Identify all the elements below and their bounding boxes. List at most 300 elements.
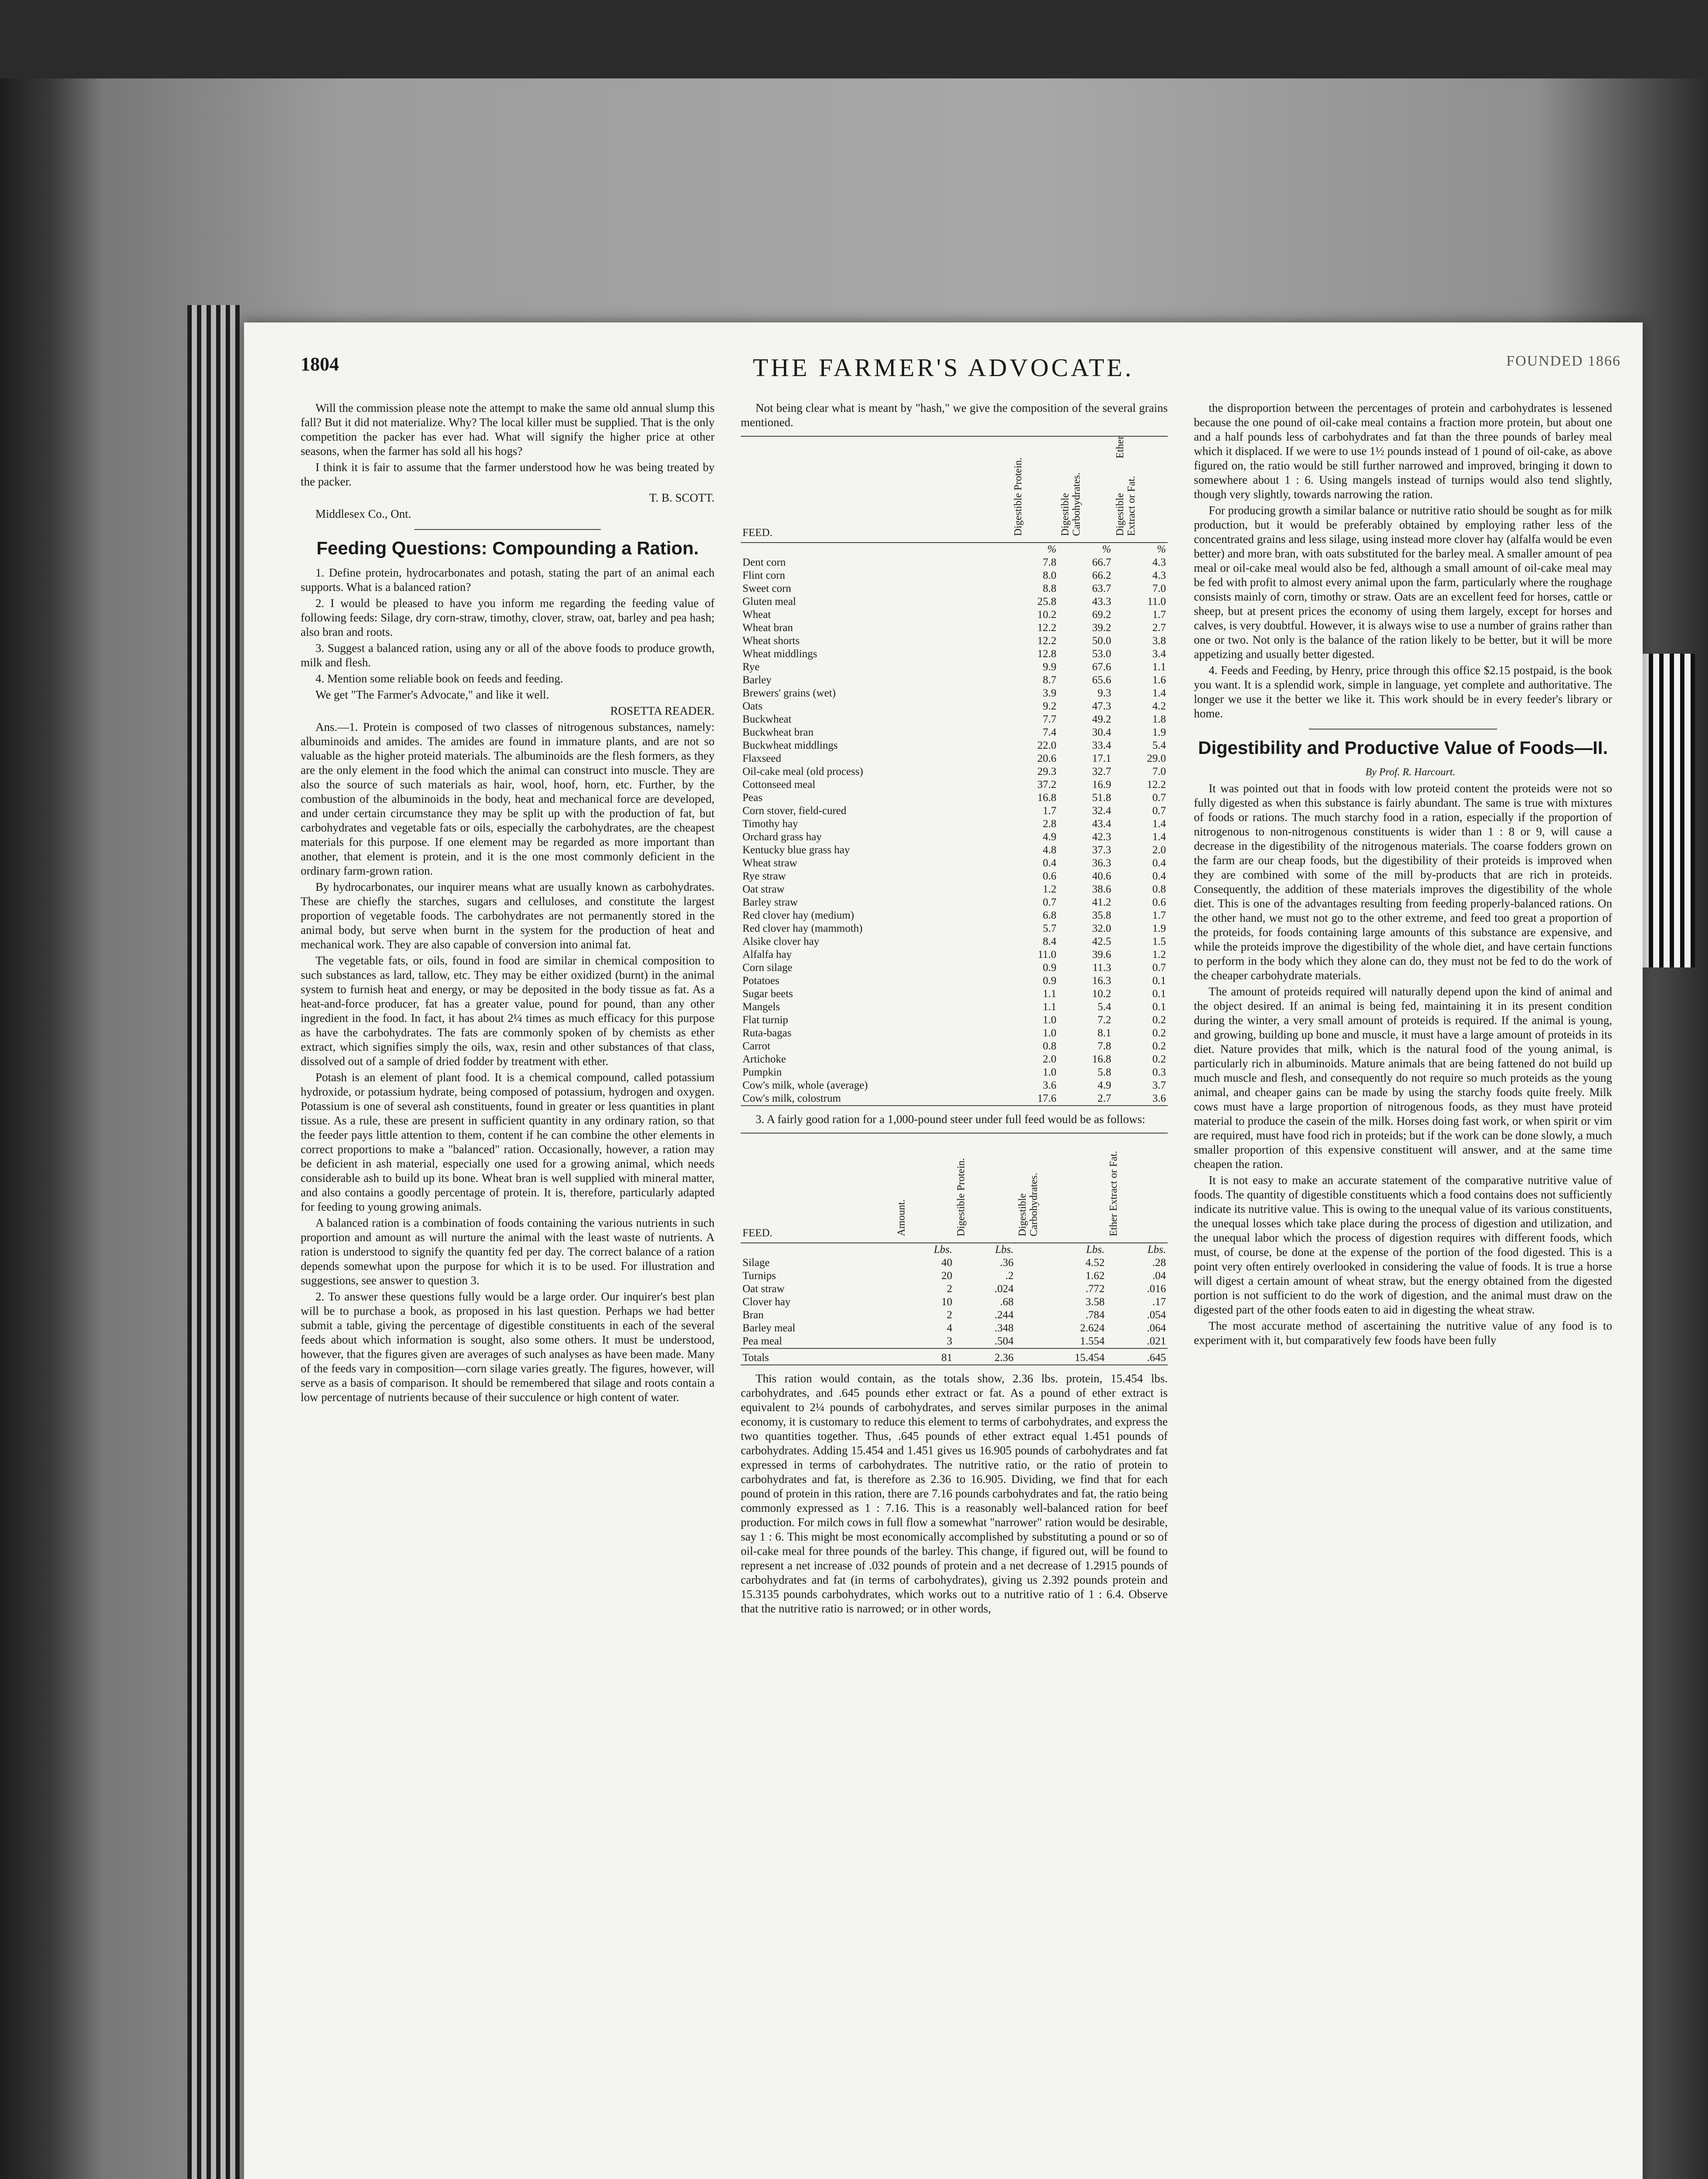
scan-top-shadow [0,0,1708,78]
table-header-cell [741,1133,894,1243]
feed-name-cell: Corn silage [742,962,793,974]
table-unit-cell: Lbs. [934,1244,952,1256]
questions-signature: ROSETTA READER. [610,704,715,717]
article-heading: Digestibility and Productive Value of Foods—II. [1198,737,1608,758]
value-cell: 2.0 [1043,1053,1057,1065]
value-cell: 37.3 [1092,844,1112,856]
value-cell: 1.554 [1080,1335,1105,1347]
value-cell: 0.1 [1152,975,1166,987]
totals-row [741,1348,1168,1365]
table-unit-cell: Lbs. [1086,1244,1105,1256]
feed-name-cell: Mangels [742,1001,780,1013]
letter-paragraph: Will the commission please note the attempt to make the same old annual slump this fall? But it did not materialize. Why? The local killer must be supplied. That is the only competition the packer has ever had. What will signify the higher price at other seasons, when the farmer has sold all his hogs? [301,401,715,458]
value-cell: 66.7 [1092,557,1112,568]
continued-paragraph: the disproportion between the percentages of protein and carbohydrates is lessened because the one pound of oil-cake meal contains a fraction more protein, but about one and a half pounds less of carbohydrates and fat than the three pounds of barley meal which it displaced. If we were to use 1½ pounds instead of 1 pound of oil-cake, as above figured on, the ratio would be still further narrowed and improved, bringing it down to somewhere about 1 : 6. Using mangels instead of turnips would also tend slightly, though very slightly, towards narrowing the ration. [1194,401,1612,501]
feed-name-cell: Flat turnip [742,1014,788,1026]
value-cell: .021 [1147,1335,1166,1347]
value-cell: 0.1 [1152,1001,1166,1013]
feed-name-cell: Wheat bran [742,622,793,634]
article-paragraph: The most accurate method of ascertaining the nutritive value of any food is to experiment with it, but comparatively few foods have been fully [1194,1319,1612,1347]
table-header-cell [894,1133,954,1243]
table-row [741,1322,1168,1335]
value-cell: 1.1 [1043,988,1057,1000]
table-header-label: FEED. [742,1227,773,1239]
feed-name-cell: Pumpkin [742,1066,782,1078]
feed-name-cell: Oats [742,700,762,712]
feed-name-cell: Oil-cake meal (old process) [742,766,863,777]
value-cell: 32.7 [1092,766,1112,777]
value-cell: .36 [1000,1257,1014,1269]
answer-paragraph: 2. To answer these questions fully would be a large order. Our inquirer's best plan will be to purchase a book, as proposed in his last question. Perhaps we had better submit a table, giving the percentage of digestible constituents in each of the several feeds about which information is sought, also some others. It must be understood, however, that the figures given are averages of such analyses as have been made. Many of the feeds vary in composition—corn silage varies greatly. The figures, however, will serve as a basis of comparison. It should be remembered that silage and roots contain a low percentage of nutrients because of their succulence or high content of water. [301,1290,715,1404]
value-cell: 6.8 [1043,910,1057,921]
table-header-label: Amount. [896,1199,908,1236]
table-header-label: Digestible Protein. [1012,458,1024,536]
value-cell: 2.8 [1043,818,1057,830]
table-row [741,1014,1168,1027]
value-cell: 4.2 [1152,700,1166,712]
value-cell: 65.6 [1092,674,1112,686]
value-cell: 0.3 [1152,1066,1166,1078]
value-cell: 7.4 [1043,726,1057,738]
table-row [741,661,1168,674]
value-cell: 53.0 [1092,648,1112,660]
value-cell: 66.2 [1092,570,1112,581]
value-cell: 43.4 [1092,818,1112,830]
table-row [741,870,1168,883]
value-cell: 4.3 [1152,557,1166,568]
table-row [741,726,1168,739]
value-cell: 0.2 [1152,1014,1166,1026]
column-3 [1194,401,1612,1349]
value-cell: .024 [994,1283,1014,1295]
table-row [741,961,1168,974]
total-cell: Totals [741,1348,894,1365]
value-cell: .2 [1005,1270,1014,1282]
table-row [741,1283,1168,1296]
table-header-cell [741,436,1011,543]
value-cell: 2.7 [1097,1093,1112,1104]
value-cell: 50.0 [1092,635,1112,647]
column-2 [741,401,1168,1618]
value-cell: 1.0 [1043,1014,1057,1026]
value-cell: 1.7 [1043,805,1057,817]
value-cell: 4.3 [1152,570,1166,581]
value-cell: 20 [941,1270,952,1282]
total-cell: 2.36 [954,1348,1015,1365]
value-cell: 8.0 [1043,570,1057,581]
value-cell: 38.6 [1092,883,1112,895]
value-cell: 8.7 [1043,674,1057,686]
article-paragraph: It was pointed out that in foods with low proteid content the proteids were not so fully digested as when this substance is fairly abundant. The same is true with mixtures of foods or rations. The much starchy food in a ration, especially if the proportion of nitrogenous to non-nitrogenous constituents is wider than 1 : 8 or 9, will cause a decrease in the digestibility of the nitrogenous materials. The coarse fodders grown on the farm are our cheap foods, but the digestibility of their proteids is improved when they are combined with some of the mill by-products that are rich in proteids. Consequently, the addition of these materials improves the digestibility of the whole diet. This is one of the advantages resulting from feeding properly-balanced rations. On the other hand, we must not go to the other extreme, and feed too great a proportion of the proteids, for foods containing large amounts of this substance are expensive, and while the proteids improve the digestibility of the whole diet, and have certain functions to perform in the body which they alone can do, they must not be fed to do the work of the cheaper carbohydrate materials. [1194,782,1612,982]
table-row [741,857,1168,870]
value-cell: 20.6 [1037,753,1057,764]
value-cell: 7.2 [1097,1014,1112,1026]
value-cell: 67.6 [1092,661,1112,673]
feed-name-cell: Oat straw [742,883,785,895]
feed-name-cell: Timothy hay [742,818,798,830]
table-row [741,909,1168,922]
value-cell: 12.2 [1037,635,1057,647]
value-cell: 7.0 [1152,766,1166,777]
value-cell: 1.6 [1152,674,1166,686]
value-cell: 2 [946,1309,952,1321]
answer-paragraph: A balanced ration is a combination of foods containing the various nutrients in such proportion and amount as will nurture the animal with the least waste of nutrients. A ration is understood to signify the quantity fed per day. The correct balance of a ration depends somewhat upon the purpose for which it is to be used. For illustration and suggestions, see answer to question 3. [301,1216,715,1287]
table-row [741,674,1168,687]
feed-name-cell: Turnips [742,1270,776,1282]
value-cell: 12.2 [1147,779,1166,791]
value-cell: .68 [1000,1296,1014,1308]
table-row [741,1296,1168,1309]
value-cell: 17.1 [1092,753,1112,764]
table-header-cell [1106,1133,1168,1243]
question-paragraph: 2. I would be pleased to have you inform me regarding the feeding value of following feeds: Silage, dry corn-straw, timothy, clover, straw, oat, barley and pea hash; also bran and roots. [301,597,715,638]
table-row [741,1053,1168,1066]
table-row [741,752,1168,765]
value-cell: .28 [1152,1257,1166,1269]
value-cell: 3.9 [1043,687,1057,699]
value-cell: .04 [1152,1270,1166,1282]
feed-name-cell: Barley meal [742,1322,796,1334]
value-cell: 10.2 [1092,988,1112,1000]
value-cell: 9.3 [1097,687,1112,699]
table-row [741,739,1168,752]
value-cell: 0.7 [1152,805,1166,817]
feed-composition-table [741,436,1168,1106]
value-cell: 17.6 [1037,1093,1057,1104]
question-paragraph: 4. Mention some reliable book on feeds and feeding. [315,672,563,685]
value-cell: 22.0 [1037,740,1057,751]
value-cell: 25.8 [1037,596,1057,608]
continued-paragraph: For producing growth a similar balance or nutritive ratio should be sought as for milk production, but it would be preferably obtained by employing rather less of the concentrated grains and less silage, using instead more clover hay (alfalfa would be even better) and more bran, with oats substituted for the barley meal. A smaller amount of pea meal or oil-cake meal would also be fed, although a small amount of oil-cake meal may be fed with profit to almost every animal upon the farm, particularly where the roughage consists mainly of corn, timothy or straw. Oats are an excellent feed for horses, cattle or sheep, but at present prices the economy of using them largely, except for horses and calves, is very doubtful. However, it is always wise to use a number of grains rather than one or two. Not only is the balance of the ration likely to be better, but it will be more appetizing and usually better digested. [1194,504,1612,661]
value-cell: 5.4 [1152,740,1166,751]
value-cell: 11.0 [1147,596,1166,608]
value-cell: 32.4 [1092,805,1112,817]
feed-name-cell: Dent corn [742,557,786,568]
continued-paragraph: 4. Feeds and Feeding, by Henry, price through this office $2.15 postpaid, is the book you want. It is a splendid work, simple in language, yet complete and authoritative. The longer we use it the better we like it. This work should be in every feeder's library or home. [1194,664,1612,720]
table-header-label: Ether Extract or Fat. [1108,1151,1120,1236]
feed-name-cell: Barley [742,674,772,686]
value-cell: 5.8 [1097,1066,1112,1078]
feed-name-cell: Sugar beets [742,988,793,1000]
table-row [741,1001,1168,1014]
value-cell: 30.4 [1092,726,1112,738]
table-row [741,831,1168,844]
article-paragraph: It is not easy to make an accurate statement of the comparative nutritive value of foods. The quantity of digestible constituents which a food contains does not sufficiently indicate its nutritive value. This is owing to the unequal value of its various constituents, the unequal losses which take place during the process of digestion and utilization, and the unequal labor which the process of digestion requires with different foods, which must, of course, be done at the expense of the portion of the food digested. This is a point very often entirely overlooked in considering the value of foods. It is true a horse will digest a certain amount of wheat straw, but the energy obtained from the digested portion is not sufficient to do the work of digestion, and the animal must draw on the digested part of the other foods eaten to aid in digesting the wheat straw. [1194,1174,1612,1316]
value-cell: 29.0 [1147,753,1166,764]
value-cell: 11.0 [1037,949,1057,961]
value-cell: 1.2 [1152,949,1166,961]
value-cell: .064 [1147,1322,1166,1334]
value-cell: 33.4 [1092,740,1112,751]
feed-name-cell: Rye straw [742,870,786,882]
value-cell: 11.3 [1092,962,1112,974]
answer-paragraph: Potash is an element of plant food. It is a chemical compound, called potassium hydroxide, or potassium hydrate, being composed of potassium, hydrogen and oxygen. Potassium is one of several ash constituents, found in greater or less quantities in plant tissue. As a rule, these are present in sufficient quantity in any ordinary ration, so that the feeder pays little attention to them, content if he can combine the other elements in correct proportions to make a "balanced" ration. Occasionally, however, a ration may be deficient in ash material, especially one used for a growing animal, which needs considerable ash to build up its bone. Wheat bran is well supplied with mineral matter, and also contains a goodly percentage of protein. It is, therefore, particularly adapted for feeding to young growing animals. [301,1071,715,1213]
table-row [741,791,1168,804]
table-row [741,883,1168,896]
feed-name-cell: Silage [742,1257,770,1269]
value-cell: 0.4 [1152,857,1166,869]
table-row [741,556,1168,569]
value-cell: 10.2 [1037,609,1057,621]
value-cell: 2.7 [1152,622,1166,634]
value-cell: 1.1 [1043,1001,1057,1013]
table-header-label: FEED. [742,527,773,539]
value-cell: 1.2 [1043,883,1057,895]
table-unit-cell [741,1243,894,1256]
value-cell: .016 [1147,1283,1166,1295]
feed-name-cell: Pea meal [742,1335,782,1347]
feed-name-cell: Clover hay [742,1296,791,1308]
value-cell: 0.7 [1152,962,1166,974]
value-cell: 0.2 [1152,1040,1166,1052]
table-row [741,948,1168,961]
table-header-label: Digestible Carbohydrates. [1017,1173,1040,1236]
film-edge-marks-top [1643,654,1695,967]
feed-name-cell: Peas [742,792,762,804]
table-row [741,1335,1168,1348]
feed-name-cell: Brewers' grains (wet) [742,687,836,699]
value-cell: 0.6 [1152,896,1166,908]
value-cell: 16.8 [1092,1053,1112,1065]
value-cell: 47.3 [1092,700,1112,712]
byline: By Prof. R. Harcourt. [1365,767,1456,778]
page-number: 1804 [301,353,339,375]
value-cell: 0.2 [1152,1053,1166,1065]
value-cell: 1.8 [1152,713,1166,725]
table-header-cell [1058,436,1113,543]
value-cell: .784 [1085,1309,1105,1321]
value-cell: 3.6 [1043,1079,1057,1091]
table-row [741,804,1168,818]
feed-name-cell: Buckwheat middlings [742,740,838,751]
value-cell: 4.9 [1097,1079,1112,1091]
value-cell: 7.0 [1152,583,1166,594]
feed-name-cell: Bran [742,1309,764,1321]
feed-name-cell: Cow's milk, colostrum [742,1093,841,1104]
value-cell: 39.2 [1092,622,1112,634]
value-cell: 1.4 [1152,831,1166,843]
feed-name-cell: Alfalfa hay [742,949,792,961]
table-row [741,713,1168,726]
book-binding-edge [187,305,240,2179]
value-cell: 1.4 [1152,818,1166,830]
value-cell: .348 [994,1322,1014,1334]
table-header-label: Digestible Carbohydrates. [1060,472,1083,536]
value-cell: 3.7 [1152,1079,1166,1091]
intro-paragraph: Not being clear what is meant by "hash," we give the composition of the several grains mentioned. [741,401,1168,429]
total-cell: .645 [1106,1348,1168,1365]
feed-name-cell: Barley straw [742,896,798,908]
feed-name-cell: Buckwheat [742,713,792,725]
feed-name-cell: Wheat shorts [742,635,800,647]
ration-intro: 3. A fairly good ration for a 1,000-pound steer under full feed would be as follows: [756,1113,1145,1126]
table-row [741,582,1168,595]
value-cell: 1.7 [1152,609,1166,621]
value-cell: 1.7 [1152,910,1166,921]
table-row [741,635,1168,648]
table-row [741,844,1168,857]
value-cell: 1.0 [1043,1066,1057,1078]
question-paragraph: 3. Suggest a balanced ration, using any or all of the above foods to produce growth, milk and flesh. [301,641,715,669]
table-row [741,621,1168,635]
table-row [741,896,1168,909]
value-cell: 0.8 [1152,883,1166,895]
value-cell: 7.7 [1043,713,1057,725]
value-cell: 3.4 [1152,648,1166,660]
value-cell: 3.58 [1085,1296,1105,1308]
letter-signature: T. B. SCOTT. [649,491,715,504]
question-paragraph: 1. Define protein, hydrocarbonates and potash, stating the part of an animal each supports. What is a balanced ration? [301,566,715,594]
value-cell: 0.6 [1043,870,1057,882]
table-row [741,595,1168,608]
value-cell: 4.8 [1043,844,1057,856]
table-row [741,687,1168,700]
value-cell: 37.2 [1037,779,1057,791]
value-cell: 1.1 [1152,661,1166,673]
value-cell: 40.6 [1092,870,1112,882]
value-cell: 5.4 [1097,1001,1112,1013]
value-cell: 0.1 [1152,988,1166,1000]
value-cell: 8.4 [1043,936,1057,947]
value-cell: 39.6 [1092,949,1112,961]
answer-paragraph: By hydrocarbonates, our inquirer means what are usually known as carbohydrates. These are chiefly the starches, sugars and celluloses, and constitute the largest proportion of vegetable foods. The carbohydrates are not permanently stored in the animal body, but serve when burnt in the system for the production of heat and mechanical work. They are also capable of conversion into animal fat. [301,880,715,951]
feed-name-cell: Red clover hay (medium) [742,910,854,921]
ration-explanation: This ration would contain, as the totals show, 2.36 lbs. protein, 15.454 lbs. carbohydrates, and .645 pounds ether extract or fat. As a pound of ether extract is equivalent to 2¼ pounds of carbohydrates, and serves similar purposes in the animal economy, it is customary to reduce this element to terms of carbohydrates, and express the two quantities together. Thus, .645 pounds of ether extract equal 1.451 pounds of carbohydrates. Adding 15.454 and 1.451 gives us 16.905 pounds of carbohydrates and fat expressed in terms of carbohydrates. The nutritive ratio, or the ratio of protein to carbohydrates and fat, is therefore as 2.36 to 16.905. Dividing, we find that for each pound of protein in this ration, there are 7.16 pounds carbohydrates and fat, the ratio being commonly expressed as 1 : 7.16. This is a reasonably well-balanced ration for beef production. For milch cows in full flow a somewhat "narrower" ration would be desirable, say 1 : 6. This might be most economically accomplished by substituting a pound or so of oil-cake meal for three pounds of the barley. This change, if figured out, will be found to represent a net increase of .032 pounds of protein and a net decrease of 1.2915 pounds of carbohydrates and fat (in terms of carbohydrates), giving us 2.392 pounds protein and 15.3135 pounds carbohydrates, which works out to a nutritive ratio of 1 : 6.4. Observe that the nutritive ratio is narrowed; or in other words, [741,1372,1168,1615]
table-row [741,648,1168,661]
table-header-cell [1015,1133,1106,1243]
value-cell: 3 [946,1335,952,1347]
feed-name-cell: Carrot [742,1040,770,1052]
value-cell: 0.9 [1043,975,1057,987]
value-cell: 63.7 [1092,583,1112,594]
value-cell: 1.4 [1152,687,1166,699]
value-cell: .054 [1147,1309,1166,1321]
value-cell: 69.2 [1092,609,1112,621]
value-cell: 0.4 [1152,870,1166,882]
total-cell: 81 [894,1348,954,1365]
value-cell: 1.0 [1043,1027,1057,1039]
table-header-cell [954,1133,1015,1243]
question-paragraph: We get "The Farmer's Advocate," and like it well. [315,688,549,701]
table-header-cell [1113,436,1168,543]
table-row [741,1309,1168,1322]
table-unit-cell: % [1102,543,1112,555]
value-cell: 4.52 [1085,1257,1105,1269]
steer-ration-table [741,1133,1168,1365]
table-row [741,935,1168,948]
value-cell: 5.7 [1043,923,1057,934]
feed-name-cell: Cow's milk, whole (average) [742,1079,868,1091]
value-cell: 42.3 [1092,831,1112,843]
value-cell: 36.3 [1092,857,1112,869]
answer-paragraph: The vegetable fats, or oils, found in food are similar in chemical composition to such substances as lard, tallow, etc. They may be either oxidized (burnt) in the animal system to furnish heat and energy, or may be deposited in the body tissue as fat. As a heat-and-force producer, fat has a greater value, pound for pound, than any other ingredient in the food. In fact, it has about 2¼ times as much efficacy for this purpose as have the carbohydrates. The fats are commonly spoken of by chemists as ether extract, which signifies simply the oils, wax, resin and other substances of that class, dissolved out of a sample of dried fodder by treatment with ether. [301,954,715,1068]
value-cell: 49.2 [1092,713,1112,725]
feed-name-cell: Buckwheat bran [742,726,814,738]
table-header-label: Digestible Protein. [956,1158,967,1236]
feed-name-cell: Ruta-bagas [742,1027,792,1039]
divider [414,529,601,530]
value-cell: 2.624 [1080,1322,1105,1334]
table-row [741,1027,1168,1040]
value-cell: 1.9 [1152,923,1166,934]
table-row [741,700,1168,713]
total-cell: 15.454 [1015,1348,1106,1365]
table-row [741,818,1168,831]
feed-name-cell: Oat straw [742,1283,785,1295]
table-row [741,1040,1168,1053]
value-cell: 0.7 [1043,896,1057,908]
feed-name-cell: Red clover hay (mammoth) [742,923,863,934]
table-unit-cell: % [1157,543,1166,555]
feed-name-cell: Cottonseed meal [742,779,816,791]
value-cell: 10 [941,1296,952,1308]
value-cell: 43.3 [1092,596,1112,608]
table-row [741,1256,1168,1269]
feed-name-cell: Sweet corn [742,583,791,594]
table-row [741,778,1168,791]
value-cell: 4 [946,1322,952,1334]
value-cell: 0.2 [1152,1027,1166,1039]
value-cell: 7.8 [1097,1040,1112,1052]
table-row [741,1092,1168,1106]
value-cell: 8.1 [1097,1027,1112,1039]
value-cell: 9.9 [1043,661,1057,673]
value-cell: 8.8 [1043,583,1057,594]
value-cell: 29.3 [1037,766,1057,777]
value-cell: 0.7 [1152,792,1166,804]
value-cell: 2.0 [1152,844,1166,856]
divider [1309,729,1497,730]
table-unit-cell: Lbs. [1147,1244,1166,1256]
feed-name-cell: Rye [742,661,760,673]
value-cell: .17 [1152,1296,1166,1308]
table-row [741,922,1168,935]
letter-paragraph: I think it is fair to assume that the farmer understood how he was being treated by the packer. [301,461,715,488]
table-row [741,1079,1168,1092]
value-cell: 16.9 [1092,779,1112,791]
value-cell: 16.3 [1092,975,1112,987]
table-row [741,765,1168,778]
table-row [741,1269,1168,1283]
value-cell: 1.5 [1152,936,1166,947]
value-cell: 9.2 [1043,700,1057,712]
journal-title: THE FARMER'S ADVOCATE. [752,353,1134,382]
table-row [741,608,1168,621]
table-header-label: Digestible Ether Extract or Fat. [1115,436,1138,536]
value-cell: 7.8 [1043,557,1057,568]
value-cell: 3.6 [1152,1093,1166,1104]
value-cell: .504 [994,1335,1014,1347]
value-cell: 1.9 [1152,726,1166,738]
value-cell: 12.2 [1037,622,1057,634]
table-row [741,1066,1168,1079]
feed-name-cell: Flint corn [742,570,785,581]
table-unit-cell: % [1047,543,1057,555]
table-row [741,569,1168,582]
table-row [741,988,1168,1001]
value-cell: 4.9 [1043,831,1057,843]
value-cell: 51.8 [1092,792,1112,804]
feed-name-cell: Wheat middlings [742,648,817,660]
table-header-cell [1011,436,1058,543]
article-heading: Feeding Questions: Compounding a Ration. [316,538,699,558]
value-cell: 0.4 [1043,857,1057,869]
feed-name-cell: Potatoes [742,975,779,987]
column-1 [301,401,715,1406]
feed-name-cell: Corn stover, field-cured [742,805,847,817]
founded-line: FOUNDED 1866 [1506,353,1621,369]
feed-name-cell: Flaxseed [742,753,781,764]
